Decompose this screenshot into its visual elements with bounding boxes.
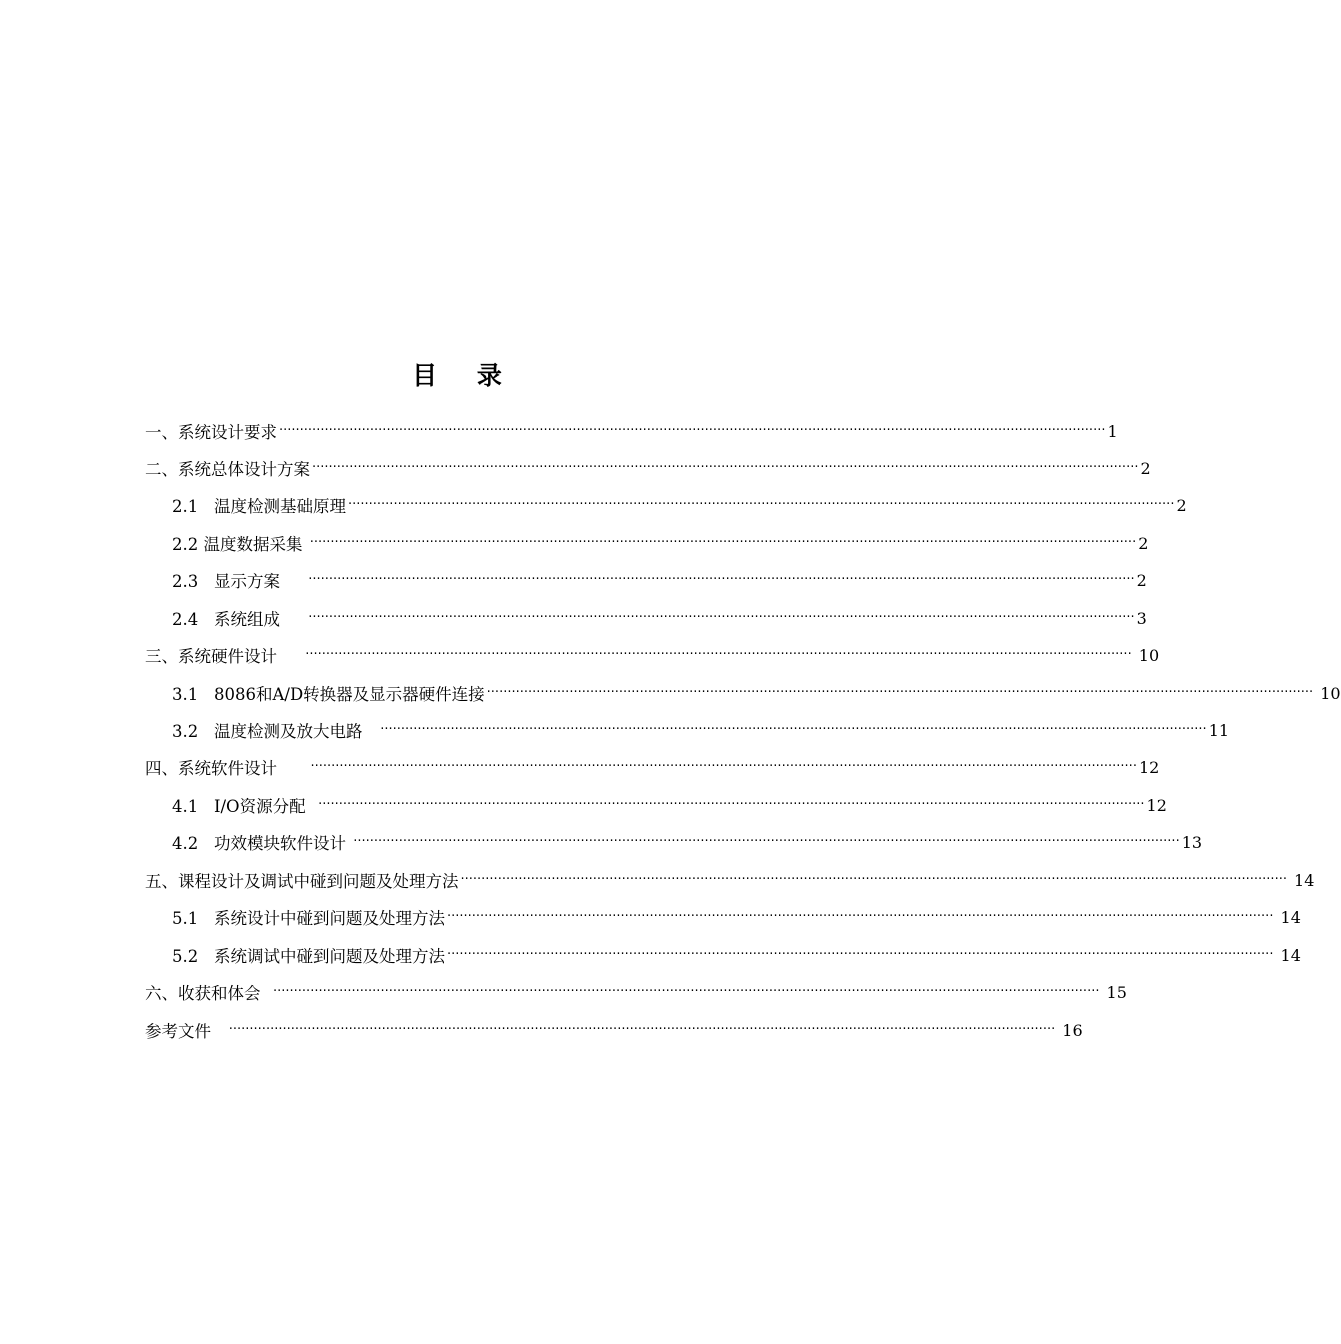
toc-entry[interactable] — [172, 678, 1341, 708]
toc-title: 目 录 — [412, 361, 503, 390]
toc-entry-label: 四、系统软件设计 — [145, 759, 309, 778]
toc-leader-dots: ········································································································································································································ — [273, 984, 1100, 999]
toc-entry-label: 3.1 8086和A/D转换器及显示器硬件连接 — [172, 685, 485, 704]
toc-entry-label: 参考文件 — [145, 1022, 227, 1041]
toc-leader-dots: ········································································································································································································ — [310, 759, 1137, 774]
toc-entry-page-number: 1 — [1107, 421, 1118, 441]
toc-entry[interactable] — [145, 416, 1118, 446]
toc-entry[interactable] — [145, 1015, 1083, 1045]
toc-entry-label: 4.2 功效模块软件设计 — [172, 834, 352, 853]
toc-leader-dots: ········································································································································································································ — [308, 572, 1135, 587]
toc-entry-label: 五、课程设计及调试中碰到问题及处理方法 — [145, 872, 459, 891]
toc-entry-page-number: 14 — [1275, 945, 1301, 965]
toc-entry[interactable] — [172, 790, 1167, 820]
toc-leader-dots: ········································································································································································································ — [486, 685, 1314, 700]
toc-entry-label: 5.2 系统调试中碰到问题及处理方法 — [172, 947, 445, 966]
toc-leader-dots: ········································································································································································································ — [380, 722, 1207, 737]
toc-leader-dots: ········································································································································································································ — [347, 497, 1175, 512]
toc-entry-page-number: 2 — [1136, 570, 1147, 590]
toc-entry[interactable] — [172, 490, 1187, 520]
toc-entry-page-number: 16 — [1057, 1020, 1083, 1040]
toc-entry-page-number: 2 — [1140, 458, 1151, 478]
toc-entry[interactable] — [172, 827, 1203, 857]
toc-entry-page-number: 10 — [1315, 683, 1341, 703]
toc-entry-label: 3.2 温度检测及放大电路 — [172, 722, 379, 741]
toc-entry-page-number: 15 — [1101, 982, 1127, 1002]
toc-entry[interactable] — [172, 603, 1147, 633]
toc-leader-dots: ········································································································································································································ — [309, 535, 1137, 550]
toc-entry-label: 2.1 温度检测基础原理 — [172, 497, 346, 516]
toc-entry-label: 2.4 系统组成 — [172, 610, 307, 629]
toc-entry-label: 六、收获和体会 — [145, 984, 271, 1003]
toc-entry-label: 5.1 系统设计中碰到问题及处理方法 — [172, 909, 445, 928]
toc-entry[interactable] — [172, 940, 1301, 970]
toc-entry-page-number: 14 — [1288, 870, 1315, 890]
toc-entry[interactable] — [145, 453, 1151, 483]
toc-leader-dots: ········································································································································································································ — [446, 947, 1274, 962]
toc-leader-dots: ········································································································································································································ — [312, 460, 1139, 475]
toc-entry-page-number: 3 — [1136, 608, 1147, 628]
toc-leader-dots: ········································································································································································································ — [446, 909, 1274, 924]
toc-entry-page-number: 2 — [1138, 533, 1149, 553]
toc-entry-page-number: 12 — [1138, 757, 1160, 777]
toc-entry-page-number: 11 — [1208, 720, 1230, 740]
toc-entry-page-number: 13 — [1181, 832, 1203, 852]
toc-entry-label: 2.3 显示方案 — [172, 572, 307, 591]
toc-entry[interactable] — [145, 977, 1127, 1007]
toc-leader-dots: ········································································································································································································ — [318, 797, 1145, 812]
toc-entry-label: 4.1 I/O资源分配 — [172, 797, 317, 816]
toc-entry-page-number: 14 — [1275, 907, 1301, 927]
toc-entry[interactable] — [145, 865, 1315, 895]
toc-entry[interactable] — [172, 715, 1230, 745]
toc-entry[interactable] — [145, 640, 1160, 670]
toc-entry[interactable] — [172, 902, 1301, 932]
toc-entry-page-number: 2 — [1176, 495, 1187, 515]
toc-leader-dots: ········································································································································································································ — [228, 1022, 1056, 1037]
toc-leader-dots: ········································································································································································································ — [279, 423, 1106, 438]
toc-entry[interactable] — [145, 752, 1160, 782]
toc-entry-page-number: 10 — [1133, 645, 1160, 665]
toc-leader-dots: ········································································································································································································ — [353, 834, 1180, 849]
toc-leader-dots: ········································································································································································································ — [308, 610, 1135, 625]
toc-entry-label: 三、系统硬件设计 — [145, 647, 304, 666]
toc-leader-dots: ········································································································································································································ — [305, 647, 1132, 662]
toc-leader-dots: ········································································································································································································ — [460, 872, 1287, 887]
toc-entry-label: 一、系统设计要求 — [145, 423, 277, 442]
toc-entry-label: 二、系统总体设计方案 — [145, 460, 310, 479]
toc-entry-page-number: 12 — [1146, 795, 1167, 815]
toc-entry[interactable] — [172, 528, 1149, 558]
toc-entry[interactable] — [172, 565, 1147, 595]
toc-entry-label: 2.2 温度数据采集 — [172, 535, 308, 554]
